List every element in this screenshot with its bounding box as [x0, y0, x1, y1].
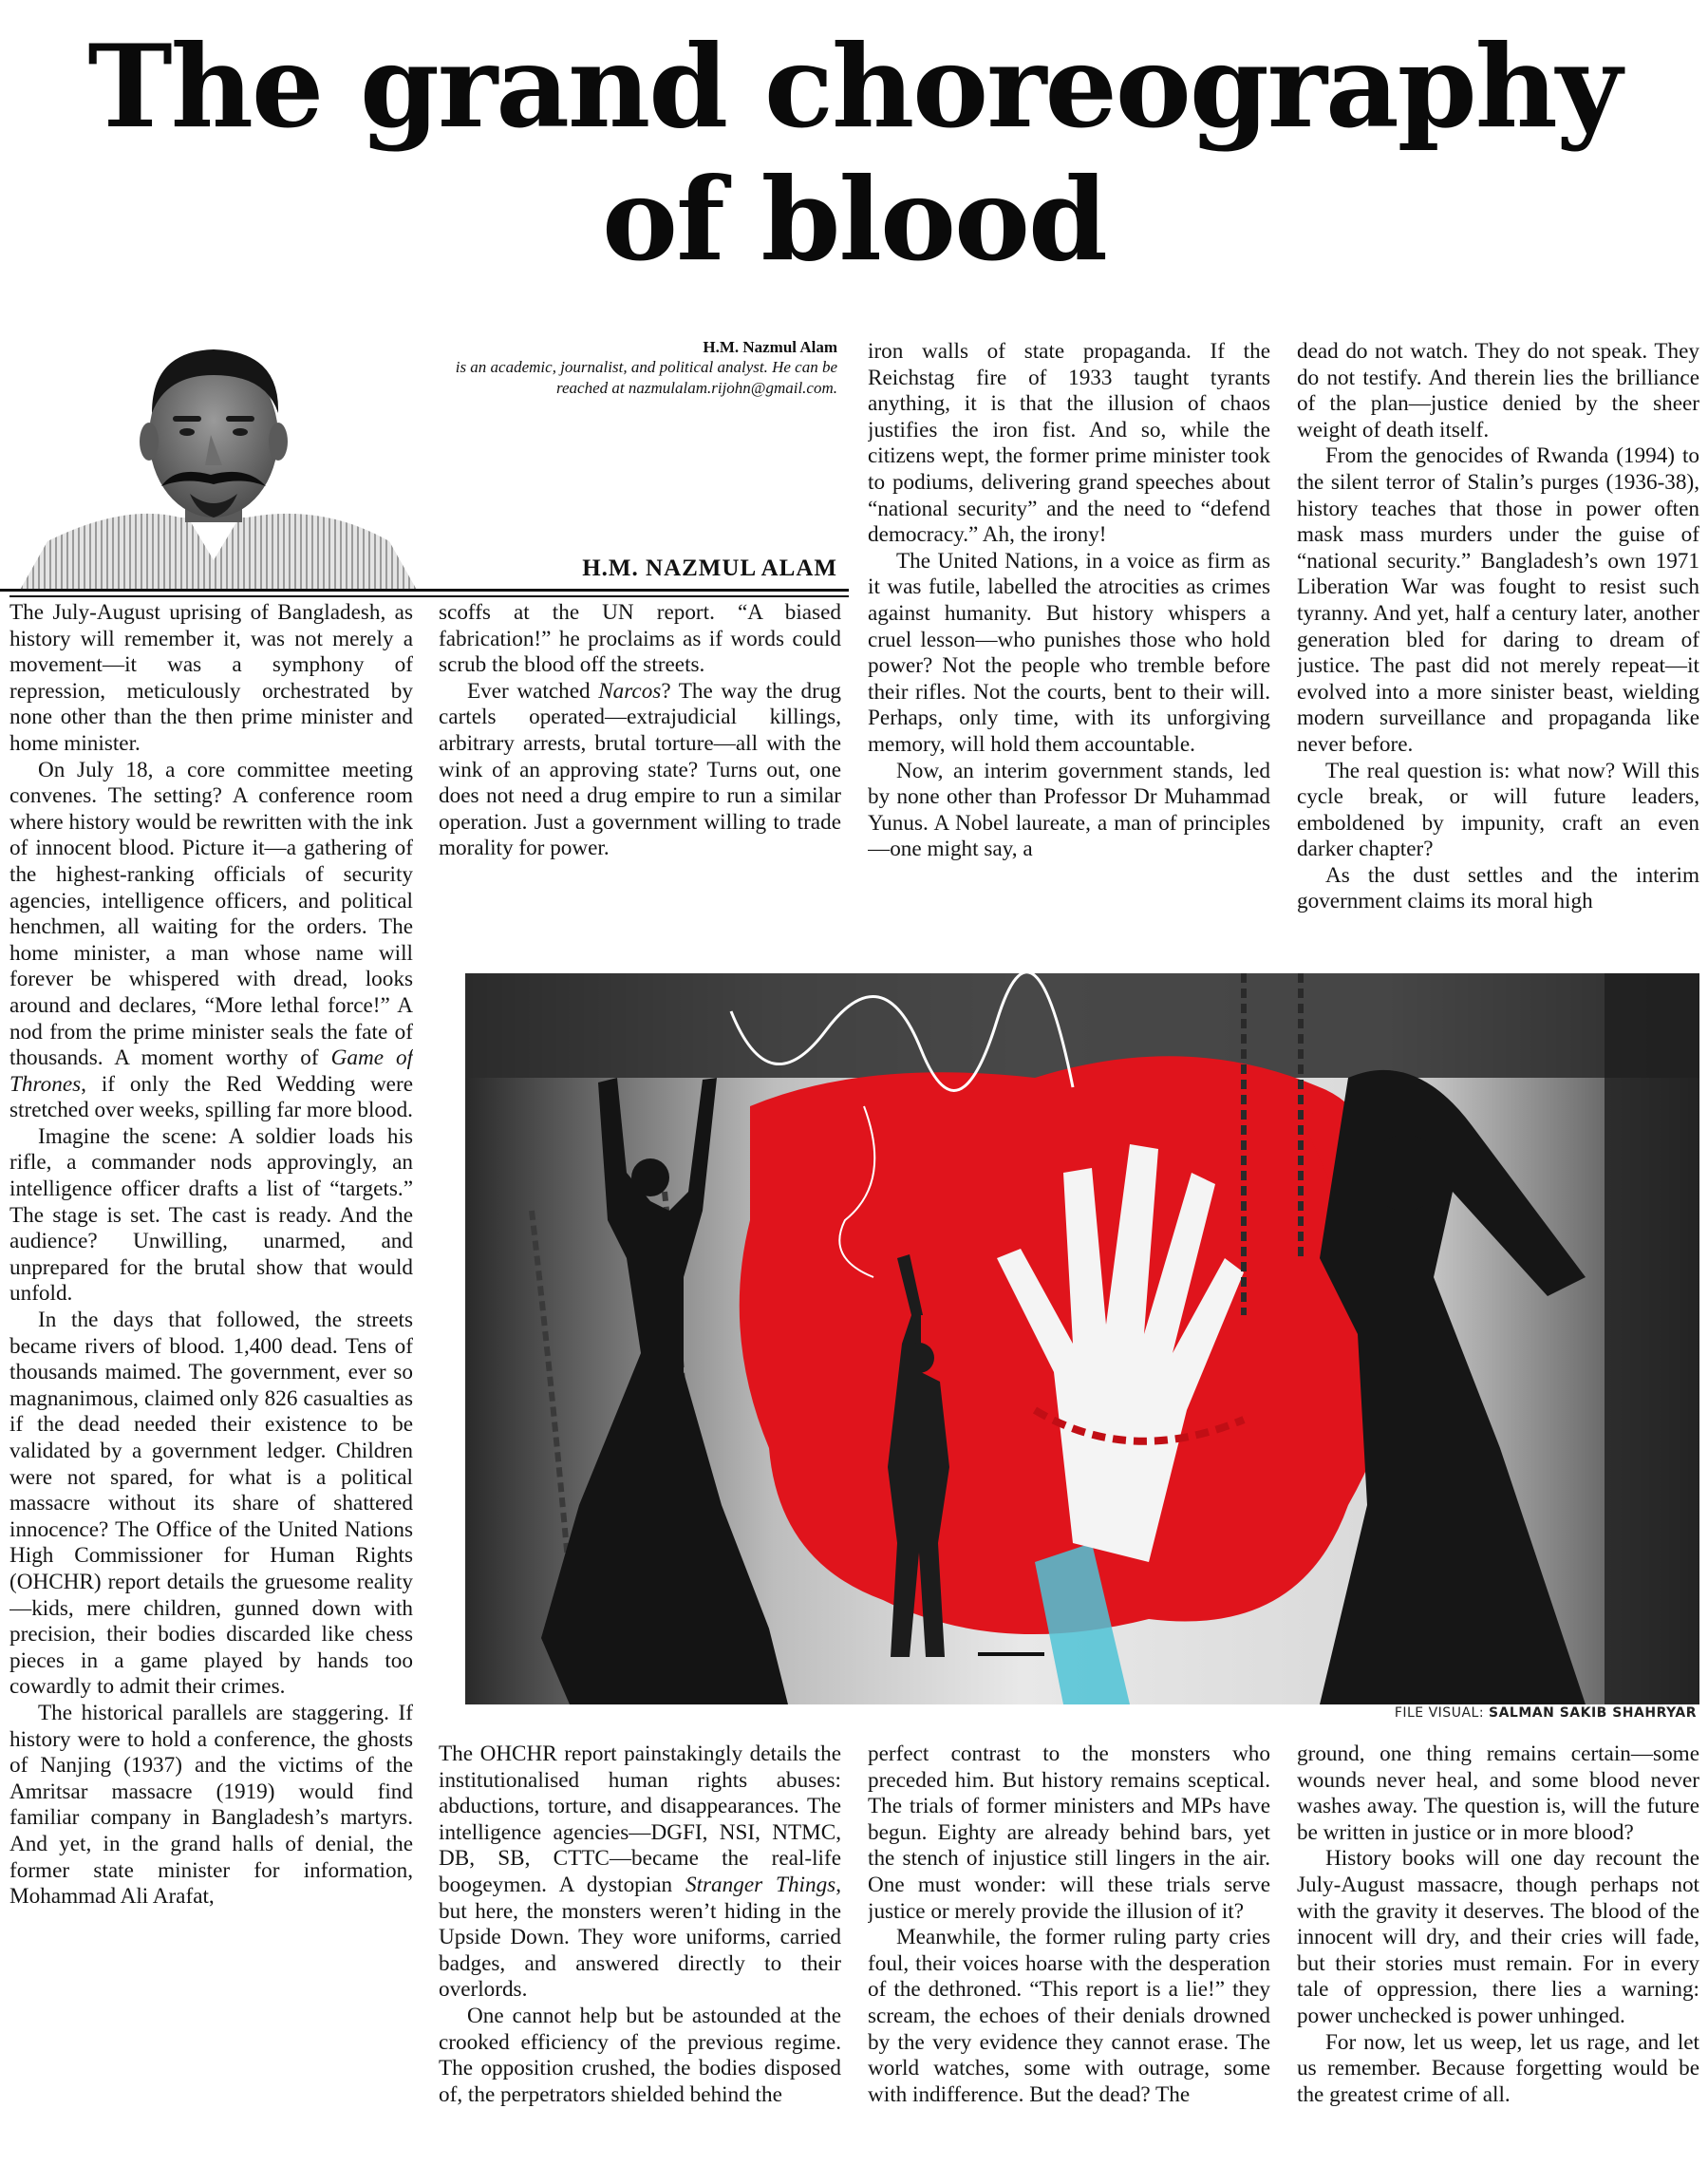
byline-rule	[0, 589, 849, 592]
paragraph-12-continued: dead do not watch. They do not speak. They do not testify. And therein lies the brilliance of the plan—justice denied by the sheer weight of death itself.	[1297, 339, 1699, 442]
author-box	[0, 323, 849, 592]
section-rule	[9, 595, 849, 597]
paragraph-14: The real question is: what now? Will this cycle break, or will future leaders, emboldened by impunity, craft an even darker chapter?	[1297, 758, 1699, 862]
paragraph-5-continued: scoffs at the UN report. “A biased fabrication!” he proclaims as if words could scrub the blood off the streets.	[439, 600, 841, 678]
column-1	[9, 600, 413, 2169]
paragraph-3: Imagine the scene: A soldier loads his rifle, a commander nods approvingly, an intelligence officer drafts a list of “targets.” The stage is set. The cast is ready. And the audience? Unwilling, unarmed, and unprepared for the brutal show that would unfold.	[9, 1123, 413, 1307]
paragraph-9-continued: iron walls of state propaganda. If the Reichstag fire of 1933 taught tyrants anything, it is that the illusion of chaos justifies the iron fist. And so, while the citizens wept, the former prime minister took to podiums, delivering grand speeches about “national security” and the need to “defend democracy.” Ah, the irony!	[868, 339, 1270, 548]
headline	[0, 21, 1708, 287]
illustration	[465, 973, 1699, 1704]
headline-line-2: of blood	[602, 153, 1106, 287]
headline-line-1: The grand choreography	[87, 20, 1621, 154]
paragraph-6-pre: Ever watched	[467, 678, 591, 704]
column-2-top	[439, 600, 841, 951]
credit-label: FILE VISUAL:	[1394, 1705, 1485, 1721]
author-bio: is an academic, journalist, and political analyst. He can be reached at nazmulalam.rijohn@gmail.com.	[455, 358, 837, 397]
byline: H.M. NAZMUL ALAM	[582, 555, 837, 581]
paragraph-9: One cannot help but be astounded at the crooked efficiency of the previous regime. The opposition crushed, the bodies disposed of, the perpetrators shielded behind the	[439, 2003, 841, 2107]
paragraph-2-italic: Game of Thrones	[9, 1045, 413, 1097]
credit-name: SALMAN SAKIB SHAHRYAR	[1489, 1705, 1697, 1721]
paragraph-8-text: The OHCHR report painstakingly details the institutionalised human rights abuses: abductions, torture, and disappearances. The intelligence agencies—DGFI, NSI, NTMC, DB, SB, CTTC—became the real-life boogeymen. A dystopian	[439, 1742, 841, 1897]
paragraph-4: In the days that followed, the streets became rivers of blood. 1,400 dead. Tens of thousands maimed. The government, ever so magnanimous, claimed only 826 casualties as if the dead needed their existence to be validated by a government ledger. Children were not spared, for what is a political massacre without its share of shattered innocence? The Office of the United Nations High Commissioner for Human Rights (OHCHR) report details the gruesome reality—kids, mere children, gunned down with precision, their bodies discarded like chess pieces in a game played by hands too cowardly to admit their crimes.	[9, 1308, 413, 1700]
column-2-bottom	[439, 1742, 841, 2169]
column-3-top	[868, 339, 1270, 951]
paragraph-8-italic: Stranger Things	[685, 1872, 836, 1897]
author-info	[401, 338, 837, 399]
paragraph-1: The July-August uprising of Bangladesh, as history will remember it, was not merely a movement—it was a symphony of repression, meticulously orchestrated by none other than the then prime minister and home minister.	[9, 600, 413, 756]
paragraph-15: As the dust settles and the interim government claims its moral high	[1297, 862, 1699, 914]
paragraph-6	[439, 679, 841, 862]
paragraph-12: Meanwhile, the former ruling party cries foul, their voices hoarse with the desperation of the dethroned. “This report is a lie!” they scream, the echoes of their denials drowned by the very evidence they cannot erase. The world watches, some with outrage, some with indifference. But the dead? The	[868, 1925, 1270, 2107]
paragraph-6-italic: Narcos	[598, 678, 662, 704]
image-credit	[1395, 1705, 1697, 1721]
paragraph-15-continued: ground, one thing remains certain—some wounds never heal, and some blood never washes away. The question is, will the future be written in justice or in more blood?	[1297, 1742, 1699, 1845]
paragraph-2-text: On July 18, a core committee meeting convenes. The setting? A conference room where history would be rewritten with the ink of innocent blood. Picture it—a gathering of the highest-ranking officials of security agencies, intelligence officers, and political henchmen, all waiting for the orders. The home minister, a man whose name will forever be whispered with dread, looks around and declares, “More lethal force!” A nod from the prime minister seals the fate of thousands. A moment worthy of	[9, 757, 413, 1071]
paragraph-11-continued: perfect contrast to the monsters who preceded him. But history remains sceptical. The trials of former ministers and MPs have begun. Eighty are already behind bars, yet the stench of injustice still lingers in the air. One must wonder: will these trials serve justice or merely provide the illusion of it?	[868, 1742, 1270, 1924]
paragraph-6-post: ? The way the drug cartels operated—extrajudicial killings, arbitrary arrests, brutal torture—all with the wink of an approving state? Turns out, one does not need a drug empire to run a similar operation. Just a government willing to trade morality for power.	[439, 678, 841, 861]
illustration-image	[465, 973, 1699, 1704]
author-name: H.M. Nazmul Alam	[703, 338, 837, 356]
column-4-bottom	[1297, 1742, 1699, 2169]
author-photo	[9, 323, 427, 592]
column-4-top	[1297, 339, 1699, 951]
paragraph-11: Now, an interim government stands, led by none other than Professor Dr Muhammad Yunus. A Nobel laureate, a man of principles—one might say, a	[868, 758, 1270, 862]
column-3-bottom	[868, 1742, 1270, 2169]
paragraph-13: From the genocides of Rwanda (1994) to the silent terror of Stalin’s purges (1936-38), history teaches that those in power often mask mass murders under the guise of “national security.” Bangladesh’s own 1971 Liberation War was fought to resist such tyranny. And yet, half a century later, another generation bled for daring to dream of justice. The past did not merely repeat—it evolved into a more sinister beast, wielding modern surveillance and propaganda like never before.	[1297, 443, 1699, 757]
paragraph-10: The United Nations, in a voice as firm as it was futile, labelled the atrocities as crimes against humanity. But history whispers a cruel lesson—who punishes those who hold power? Not the people who tremble before their rifles. Not the courts, bent to their will. Perhaps, only time, with its unforgiving memory, will hold them accountable.	[868, 548, 1270, 757]
paragraph-2-end: , if only the Red Wedding were stretched over weeks, spilling far more blood.	[9, 1071, 413, 1123]
paragraph-2	[9, 758, 413, 1124]
paragraph-17: For now, let us weep, let us rage, and let us remember. Because forgetting would be the greatest crime of all.	[1297, 2029, 1699, 2107]
paragraph-16: History books will one day recount the July-August massacre, though perhaps not with the gravity it deserves. The blood of the innocent will dry, and their cries will fade, but their stories must remain. For in every tale of oppression, there lies a warning: power unchecked is power unhinged.	[1297, 1846, 1699, 2028]
paragraph-8	[439, 1742, 841, 2004]
paragraph-8-post: , but here, the monsters weren’t hiding in the Upside Down. They wore uniforms, carried badges, and answered directly to their overlords.	[439, 1872, 841, 2003]
paragraph-5: The historical parallels are staggering. If history were to hold a conference, the ghosts of Nanjing (1937) and the victims of the Amritsar massacre (1919) would find familiar company in Bangladesh’s martyrs. And yet, in the grand halls of denial, the former state minister for information, Mohammad Ali Arafat,	[9, 1700, 413, 1910]
author-portrait-image	[9, 323, 427, 592]
